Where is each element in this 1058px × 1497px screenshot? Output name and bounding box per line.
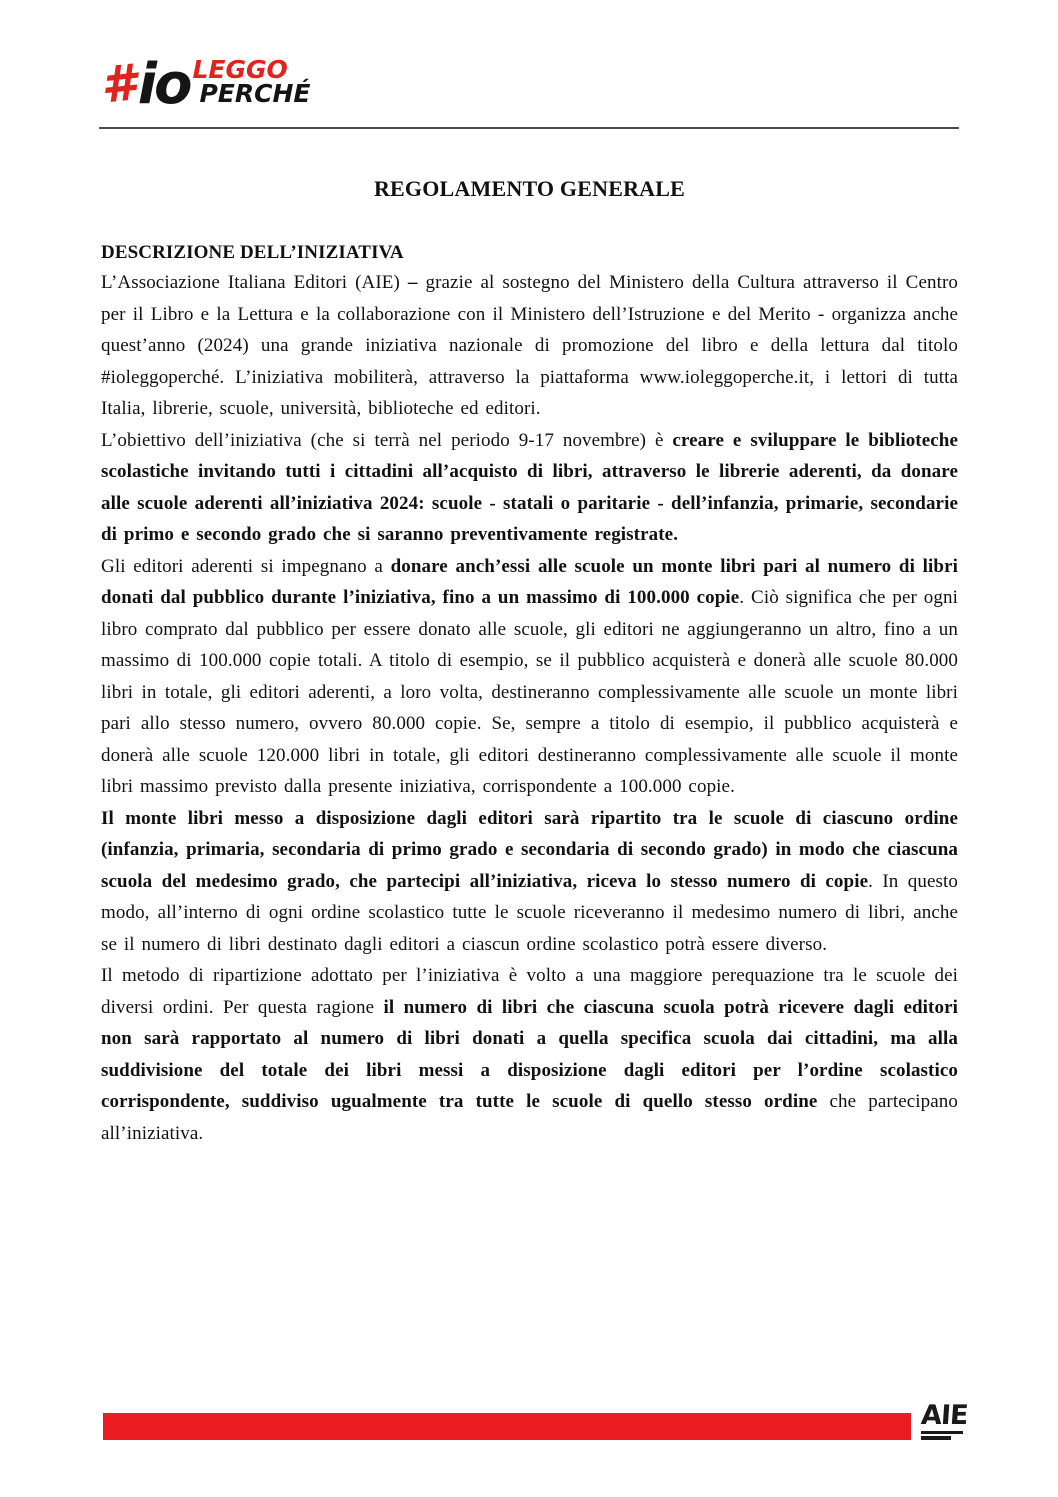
aie-logo-book-line-bottom	[921, 1436, 951, 1440]
text-run: che partecipano all’iniziativa.	[101, 1091, 958, 1144]
aie-logo	[919, 1400, 969, 1440]
logo-io-text: io	[137, 52, 190, 117]
text-run: . In questo modo, all’interno di ogni ordine scolastico tutte le scuole riceveranno il medesimo numero di libri, anche se il numero di libri destinato dagli editori a ciascun ordine scolastico potrà essere diverso.	[101, 870, 958, 955]
text-run: L’obiettivo dell’iniziativa (che si terrà nel periodo 9-17 novembre) è	[101, 429, 673, 451]
text-run: . Ciò significa che per ogni libro comprato dal pubblico per essere donato alle scuole, gli editori ne aggiungeranno un altro, fino a un massimo di 100.000 copie totali. A titolo di esempio, se il pubblico acquisterà e donerà alle scuole 80.000 libri in totale, gli editori aderenti, a loro volta, destineranno complessivamente alle scuole un monte libri pari allo stesso numero, ovvero 80.000 copie. Se, sempre a titolo di esempio, il pubblico acquisterà e donerà alle scuole 120.000 libri in totale, gli editori destineranno complessivamente alle scuole il monte libri massimo previsto dalla presente iniziativa, corrispondente a 100.000 copie.	[101, 587, 958, 797]
text-run: Il metodo di ripartizione adottato per l’iniziativa è volto a una maggiore perequazione tra le scuole dei diversi ordini. Per questa ragione	[101, 965, 958, 1018]
hashtag-icon: #	[98, 53, 139, 115]
text-run: Gli editori aderenti si impegnano a	[101, 555, 391, 577]
ioleggoperche-logo	[98, 52, 311, 124]
header-divider	[99, 127, 959, 129]
page-title: REGOLAMENTO GENERALE	[373, 176, 686, 201]
paragraph	[101, 267, 958, 425]
aie-logo-book-line-top	[921, 1431, 963, 1434]
paragraph	[101, 425, 958, 551]
logo-stack	[192, 57, 310, 106]
document-content	[101, 176, 958, 1149]
text-run: grazie al sostegno del Ministero della Cultura attraverso il Centro per il Libro e la Lettura e la collaborazione con il Ministero dell’Istruzione e del Merito - organizza anche quest’anno (2024) una grande iniziativa nazionale di promozione del libro e della lettura dal titolo #ioleggoperché. L’iniziativa mobiliterà, attraverso la piattaforma www.ioleggoperche.it, i lettori di tutta Italia, librerie, scuole, università, biblioteche ed editori.	[101, 272, 958, 419]
aie-logo-text: AIE	[919, 1400, 969, 1431]
paragraph	[101, 551, 958, 803]
logo-perche-text: PERCHÉ	[199, 79, 311, 108]
section-heading: DESCRIZIONE DELL’INIZIATIVA	[101, 242, 404, 263]
bold-text-run: Il monte libri messo a disposizione dagli editori sarà ripartito tra le scuole di ciascuno ordine (infanzia, primaria, secondaria di primo grado e secondaria di secondo grado) in modo che ciascuna scuola del medesimo grado, che partecipi all’iniziativa, riceva lo stesso numero di copie	[101, 807, 958, 892]
document-body	[101, 267, 958, 1149]
footer-red-bar	[103, 1413, 911, 1440]
bold-text-run: donare anch’essi alle scuole un monte libri pari al numero di libri donati dal pubblico durante l’iniziativa, fino a un massimo di 100.000 copie	[101, 555, 958, 608]
bold-text-run: il numero di libri che ciascuna scuola potrà ricevere dagli editori non sarà rapportato al numero di libri donati a quella specifica scuola dai cittadini, ma alla suddivisione del totale dei libri messi a disposizione dagli editori per l’ordine scolastico corrispondente, suddiviso ugualmente tra tutte le scuole di quello stesso ordine	[101, 996, 958, 1112]
paragraph	[101, 960, 958, 1149]
bold-text-run: creare e sviluppare le biblioteche scolastiche invitando tutti i cittadini all’acquisto di libri, attraverso le librerie aderenti, da donare alle scuole aderenti all’iniziativa 2024: scuole - statali o paritarie - dell’infanzia, primarie, secondarie di primo e secondo grado che si saranno preventivamente registrate.	[101, 429, 958, 545]
bold-text-run: –	[407, 272, 418, 293]
logo-leggo-text: LEGGO	[192, 55, 288, 84]
paragraph	[101, 803, 958, 961]
text-run: L’Associazione Italiana Editori (AIE)	[101, 272, 408, 293]
